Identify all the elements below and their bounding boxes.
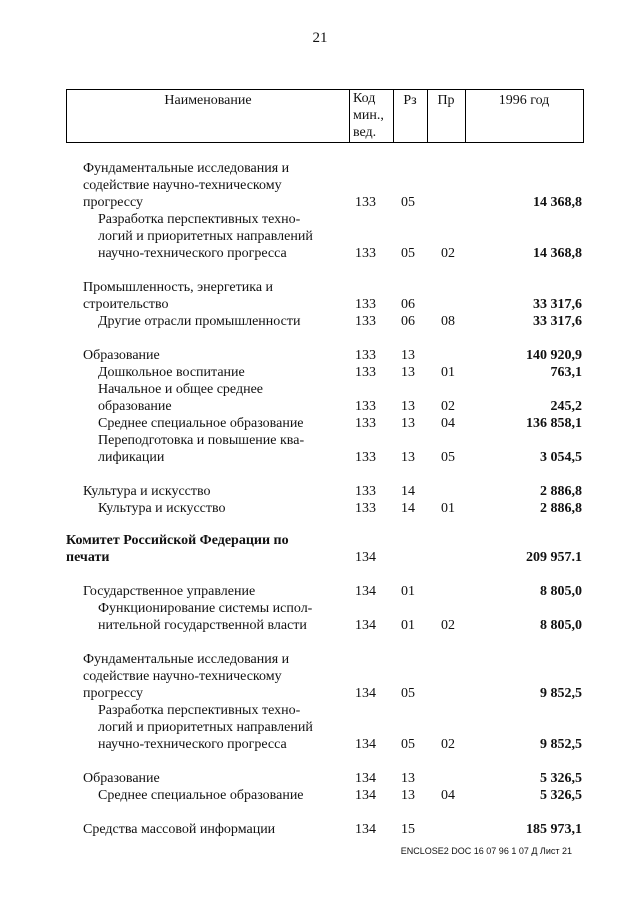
row-amount: 136 858,1 [526,416,582,431]
table-header [66,89,584,143]
header-kod-line3: вед. [353,125,377,140]
row-name: Комитет Российской Федерации по [66,533,289,548]
row-kod: 133 [355,365,376,380]
row-name: Разработка перспективных техно- [98,703,301,718]
row-rz: 13 [401,450,415,465]
row-rz: 13 [401,399,415,414]
row-amount: 5 326,5 [540,788,582,803]
row-kod: 133 [355,399,376,414]
row-name: Фундаментальные исследования и [83,652,290,667]
row-kod: 133 [355,246,376,261]
row-kod: 134 [355,822,376,837]
row-name: печати [66,550,110,565]
row-pr: 01 [441,365,455,380]
row-name: Государственное управление [83,584,256,599]
row-amount: 2 886,8 [540,501,582,516]
row-name: Фундаментальные исследования и [83,161,290,176]
row-name: Разработка перспективных техно- [98,212,301,227]
row-kod: 134 [355,686,376,701]
row-kod: 133 [355,484,376,499]
row-pr: 02 [441,618,455,633]
row-name: Среднее специальное образование [98,788,304,803]
row-name: образование [98,399,172,414]
row-name: логий и приоритетных направлений [98,720,313,735]
row-amount: 140 920,9 [526,348,582,363]
row-kod: 133 [355,501,376,516]
row-name: строительство [83,297,169,312]
row-pr: 02 [441,246,455,261]
row-kod: 133 [355,297,376,312]
row-amount: 8 805,0 [540,618,582,633]
row-amount: 14 368,8 [533,195,582,210]
row-amount: 33 317,6 [533,297,582,312]
row-rz: 13 [401,771,415,786]
row-name: Переподготовка и повышение ква- [98,433,305,448]
header-pr: Пр [437,93,455,108]
row-rz: 01 [401,618,415,633]
row-rz: 13 [401,365,415,380]
page-number: 21 [312,30,328,46]
row-name: нительной государственной власти [98,618,307,633]
row-name: Образование [83,348,160,363]
row-name: содействие научно-техническому [83,669,282,684]
row-pr: 02 [441,737,455,752]
row-name: научно-технического прогресса [98,246,287,261]
row-amount: 763,1 [550,365,582,380]
row-name: Другие отрасли промышленности [98,314,301,329]
row-amount: 9 852,5 [540,737,582,752]
row-amount: 9 852,5 [540,686,582,701]
row-name: прогрессу [83,195,144,210]
row-rz: 13 [401,788,415,803]
row-name: Культура и искусство [83,484,211,499]
row-pr: 08 [441,314,455,329]
row-name: Образование [83,771,160,786]
row-rz: 05 [401,686,415,701]
row-kod: 133 [355,450,376,465]
row-pr: 04 [441,788,455,803]
row-name: Средства массовой информации [83,822,276,837]
row-name: содействие научно-техническому [83,178,282,193]
row-name: Функционирование системы испол- [98,601,313,616]
row-kod: 134 [355,737,376,752]
header-kod [353,90,398,142]
row-name: лификации [98,450,165,465]
row-name: Промышленность, энергетика и [83,280,274,295]
row-kod: 134 [355,550,376,565]
header-year: 1996 год [498,93,550,108]
row-amount: 185 973,1 [526,822,582,837]
header-name: Наименование [164,93,252,108]
row-rz: 14 [401,484,415,499]
row-kod: 133 [355,314,376,329]
row-amount: 2 886,8 [540,484,582,499]
header-kod-line2: мин., [353,108,384,123]
row-rz: 13 [401,416,415,431]
row-name: логий и приоритетных направлений [98,229,313,244]
row-amount: 209 957.1 [526,550,582,565]
row-pr: 02 [441,399,455,414]
row-amount: 3 054,5 [540,450,582,465]
row-amount: 33 317,6 [533,314,582,329]
row-name: прогрессу [83,686,144,701]
row-rz: 06 [401,314,415,329]
row-amount: 245,2 [550,399,582,414]
row-pr: 05 [441,450,455,465]
row-amount: 14 368,8 [533,246,582,261]
header-rz: Рз [403,93,417,108]
row-name: научно-технического прогресса [98,737,287,752]
row-rz: 15 [401,822,415,837]
row-rz: 13 [401,348,415,363]
row-kod: 134 [355,771,376,786]
row-kod: 134 [355,584,376,599]
row-amount: 5 326,5 [540,771,582,786]
row-name: Среднее специальное образование [98,416,304,431]
row-pr: 04 [441,416,455,431]
row-kod: 133 [355,416,376,431]
row-rz: 05 [401,195,415,210]
row-name: Дошкольное воспитание [98,365,245,380]
row-rz: 01 [401,584,415,599]
row-rz: 14 [401,501,415,516]
row-amount: 8 805,0 [540,584,582,599]
row-rz: 06 [401,297,415,312]
row-kod: 134 [355,788,376,803]
header-kod-line1: Код [353,91,376,106]
footer-stamp: ENCLOSE2 DOC 16 07 96 1 07 Д Лист 21 [400,846,572,856]
row-kod: 134 [355,618,376,633]
row-rz: 05 [401,246,415,261]
row-kod: 133 [355,195,376,210]
row-name: Культура и искусство [98,501,226,516]
row-kod: 133 [355,348,376,363]
row-pr: 01 [441,501,455,516]
row-name: Начальное и общее среднее [98,382,263,397]
row-rz: 05 [401,737,415,752]
